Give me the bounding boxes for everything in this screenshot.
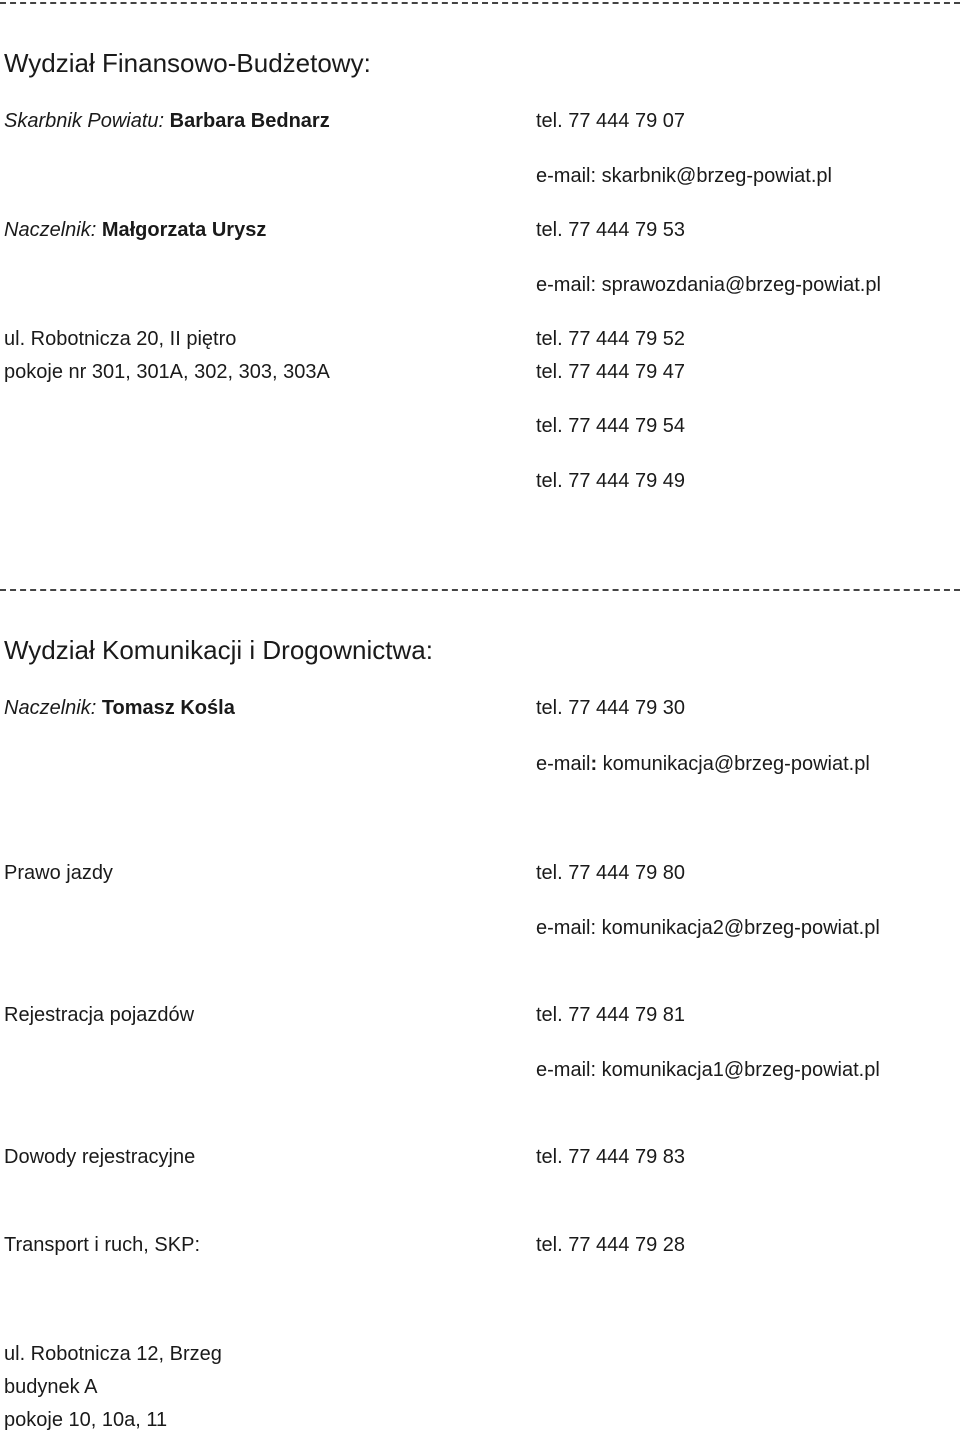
komunikacja-rooms: pokoje 10, 10a, 11: [4, 1409, 168, 1431]
rejestracja-email[interactable]: e-mail: komunikacja1@brzeg-powiat.pl: [536, 1059, 880, 1081]
naczelnik-finanse-line: [4, 218, 266, 242]
transport-phone: tel. 77 444 79 28: [536, 1234, 686, 1256]
komunikacja-address: ul. Robotnicza 12, Brzeg: [4, 1343, 222, 1365]
prawo-jazdy-email[interactable]: e-mail: komunikacja2@brzeg-powiat.pl: [536, 917, 880, 939]
skarbnik-line: [4, 109, 330, 133]
naczelnik-komunikacja-name: Tomasz Kośla: [101, 697, 235, 719]
finanse-phone-2: tel. 77 444 79 47: [536, 361, 686, 383]
email-address: komunikacja@brzeg-powiat.pl: [597, 753, 870, 775]
naczelnik-komunikacja-role: Naczelnik:: [4, 697, 97, 719]
finanse-phone-4: tel. 77 444 79 49: [536, 470, 686, 492]
section-heading-finanse: Wydział Finansowo-Budżetowy:: [4, 48, 371, 78]
naczelnik-komunikacja-email[interactable]: [536, 752, 870, 776]
transport-label: Transport i ruch, SKP:: [4, 1234, 200, 1256]
skarbnik-role: Skarbnik Powiatu:: [4, 110, 165, 132]
naczelnik-finanse-phone: tel. 77 444 79 53: [536, 219, 686, 241]
finanse-rooms: pokoje nr 301, 301A, 302, 303, 303A: [4, 361, 330, 383]
finanse-address: ul. Robotnicza 20, II piętro: [4, 328, 237, 350]
finanse-phone-3: tel. 77 444 79 54: [536, 415, 686, 437]
email-colon: :: [590, 753, 598, 775]
rejestracja-phone: tel. 77 444 79 81: [536, 1004, 686, 1026]
naczelnik-finanse-name: Małgorzata Urysz: [101, 219, 267, 241]
komunikacja-building: budynek A: [4, 1376, 98, 1398]
email-label: e-mail: [536, 753, 591, 775]
dowody-phone: tel. 77 444 79 83: [536, 1146, 686, 1168]
naczelnik-finanse-role: Naczelnik:: [4, 219, 97, 241]
dowody-label: Dowody rejestracyjne: [4, 1146, 196, 1168]
prawo-jazdy-phone: tel. 77 444 79 80: [536, 862, 686, 884]
skarbnik-email[interactable]: e-mail: skarbnik@brzeg-powiat.pl: [536, 165, 832, 187]
section-heading-komunikacja: Wydział Komunikacji i Drogownictwa:: [4, 635, 433, 665]
rejestracja-label: Rejestracja pojazdów: [4, 1004, 195, 1026]
divider-middle: [0, 589, 960, 599]
naczelnik-komunikacja-line: [4, 696, 235, 720]
divider-top: [0, 2, 960, 12]
finanse-phone-1: tel. 77 444 79 52: [536, 328, 686, 350]
prawo-jazdy-label: Prawo jazdy: [4, 862, 113, 884]
naczelnik-komunikacja-phone: tel. 77 444 79 30: [536, 697, 686, 719]
naczelnik-finanse-email[interactable]: e-mail: sprawozdania@brzeg-powiat.pl: [536, 274, 881, 296]
skarbnik-phone: tel. 77 444 79 07: [536, 110, 686, 132]
skarbnik-name: Barbara Bednarz: [169, 110, 330, 132]
